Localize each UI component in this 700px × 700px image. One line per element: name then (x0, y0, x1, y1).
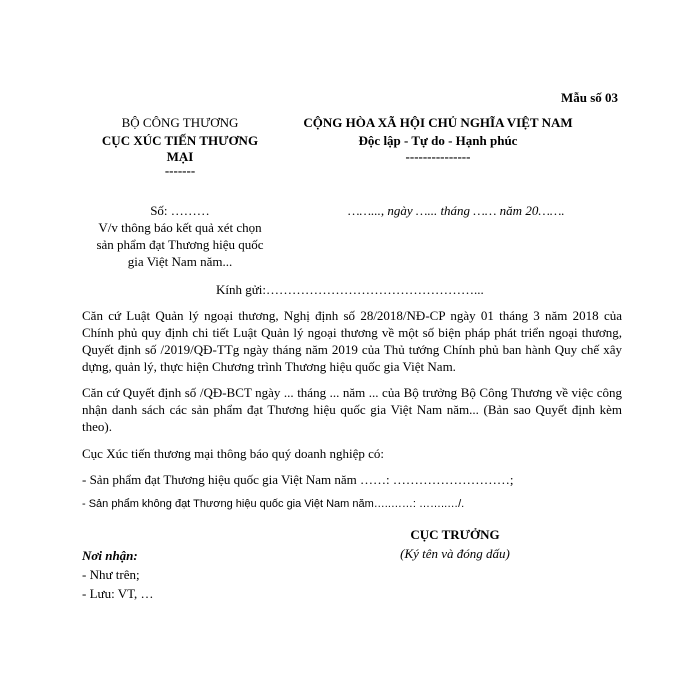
left-header (80, 115, 280, 179)
agency-name-line1: CỤC XÚC TIẾN THƯƠNG (101, 133, 259, 148)
recipients-block (82, 546, 154, 603)
signature-note: (Ký tên và đóng dấu) (400, 546, 510, 561)
right-divider: --------------- (405, 149, 471, 164)
subject-line1: V/v thông báo kết quả xét chọn (98, 220, 262, 235)
document-number: Số: ……… (150, 203, 210, 218)
bullet-not-achieved: - Sản phẩm không đạt Thương hiệu quốc gia Việt Nam năm…..……: ……..…/. (82, 498, 465, 510)
paragraph-announcement: Cục Xúc tiến thương mại thông báo quý doanh nghiệp có: (82, 446, 385, 461)
signature-title: CỤC TRƯỞNG (410, 527, 500, 542)
paragraph-legal-basis: Căn cứ Luật Quản lý ngoại thương, Nghị định số 28/2018/NĐ-CP ngày 01 tháng 3 năm 2018 của Chính phủ quy định chi tiết Luật Quản lý ngoại thương về một số biện pháp phát triển ngoại thương, Quyết định số /2019/QĐ-TTg ngày tháng năm 2019 của Thủ tướng Chính phủ ban hành Quy chế xây dựng, quản lý, thực hiện Chương trình Thương hiệu quốc gia Việt Nam. (82, 308, 622, 374)
signature-block (380, 527, 530, 562)
subject-line2: sản phẩm đạt Thương hiệu quốc (96, 237, 264, 252)
bullet-achieved: - Sản phẩm đạt Thương hiệu quốc gia Việt Nam năm ……: ………………………; (82, 472, 514, 487)
recipients-item-2: - Lưu: VT, … (82, 586, 154, 601)
subject-line3: gia Việt Nam năm... (127, 254, 233, 269)
agency-name-line2: MẠI (166, 149, 194, 164)
form-number: Mẫu số 03 (560, 90, 618, 105)
date-line: ……..., ngày …... tháng …… năm 20……. (348, 203, 565, 218)
recipients-item-1: - Như trên; (82, 567, 140, 582)
document-reference (80, 202, 280, 270)
recipients-heading: Nơi nhận: (82, 548, 138, 563)
left-divider: ------- (164, 163, 196, 178)
paragraph-decision: Căn cứ Quyết định số /QĐ-BCT ngày ... tháng ... năm ... của Bộ trưởng Bộ Công Thương về việc công nhận danh sách các sản phẩm đạt Thương hiệu quốc gia Việt Nam năm... (Bản sao Quyết định kèm theo). (82, 385, 622, 434)
ministry-name: BỘ CÔNG THƯƠNG (121, 115, 239, 130)
motto: Độc lập - Tự do - Hạnh phúc (358, 133, 518, 148)
right-header (278, 115, 598, 165)
recipient-line: Kính gửi:…………………………………………... (216, 282, 484, 297)
nation-title: CỘNG HÒA XÃ HỘI CHỦ NGHĨA VIỆT NAM (303, 115, 573, 130)
